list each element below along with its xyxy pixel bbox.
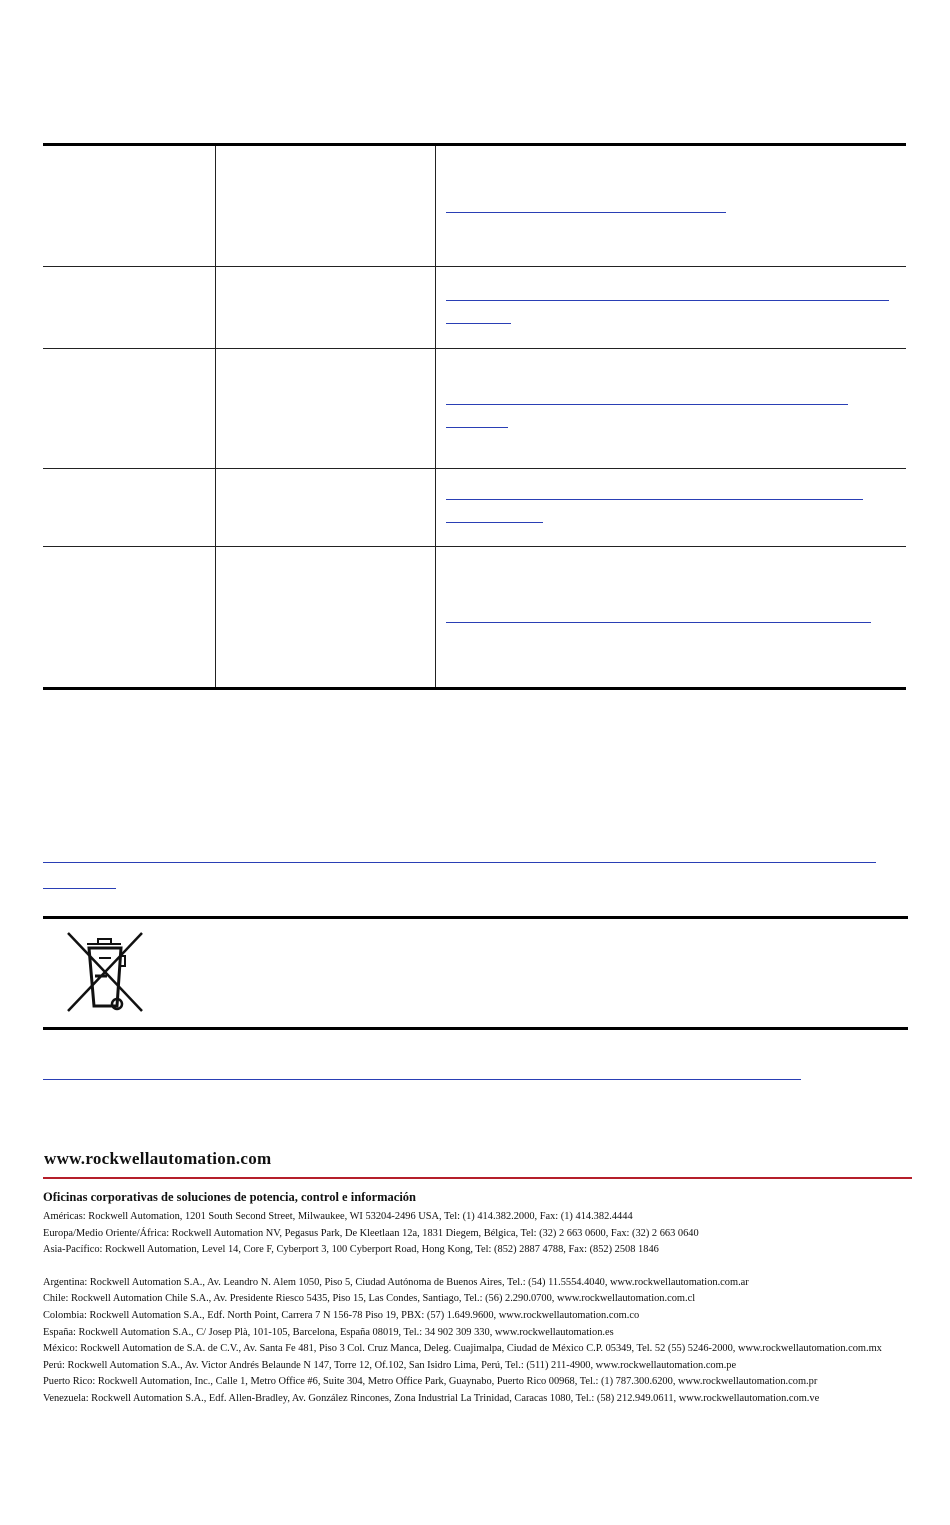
support-table	[43, 143, 906, 690]
brand-divider	[43, 1177, 912, 1179]
table-row	[43, 469, 906, 547]
table-link[interactable]	[446, 212, 726, 213]
table-row	[43, 267, 906, 349]
document-link[interactable]	[43, 862, 876, 863]
table-row	[43, 146, 906, 267]
office-line: Europa/Medio Oriente/África: Rockwell Automation NV, Pegasus Park, De Kleetlaan 12a, 1831 Diegem, Bélgica, Tel: (32) 2 663 0600, Fax: (32) 2 663 0640	[43, 1227, 699, 1239]
office-line: Colombia: Rockwell Automation S.A., Edf. North Point, Carrera 7 N 156-78 Piso 19, PBX: (57) 1.649.9600, www.rockwellautomation.com.co	[43, 1309, 640, 1321]
office-line: España: Rockwell Automation S.A., C/ Josep Plà, 101-105, Barcelona, España 08019, Tel.: 34 902 309 330, www.rockwellautomation.es	[43, 1326, 614, 1338]
table-link[interactable]	[446, 427, 508, 428]
offices-heading: Oficinas corporativas de soluciones de potencia, control e información	[43, 1190, 417, 1204]
office-line: Puerto Rico: Rockwell Automation, Inc., Calle 1, Metro Office #6, Suite 304, Metro Office Park, Guaynabo, Puerto Rico 00968, Tel.: (1) 787.300.6200, www.rockwellautomation.com.pr	[43, 1376, 818, 1388]
office-line: Perú: Rockwell Automation S.A., Av. Victor Andrés Belaunde N 147, Torre 12, Of.102, San Isidro Lima, Perú, Tel.: (511) 211-4900, www.rockwellautomation.com.pe	[43, 1359, 737, 1371]
document-link[interactable]	[43, 1079, 801, 1080]
office-line: Chile: Rockwell Automation Chile S.A., Av. Presidente Riesco 5435, Piso 15, Las Condes, Santiago, Tel.: (56) 2.290.0700, www.rockwellautomation.com.cl	[43, 1293, 696, 1305]
office-line: México: Rockwell Automation de S.A. de C.V., Av. Santa Fe 481, Piso 3 Col. Cruz Manca, Deleg. Cuajimalpa, Ciudad de México C.P. 05349, Tel. 52 (55) 5246-2000, www.rockwellautomation.com.mx	[43, 1343, 882, 1355]
office-line: Asia-Pacífico: Rockwell Automation, Level 14, Core F, Cyberport 3, 100 Cyberport Road, Hong Kong, Tel: (852) 2887 4788, Fax: (852) 2508 1846	[43, 1244, 659, 1256]
table-link[interactable]	[446, 323, 511, 324]
table-row	[43, 349, 906, 469]
table-link[interactable]	[446, 404, 848, 405]
crossed-out-wheelie-bin-icon	[65, 930, 145, 1014]
office-line: Américas: Rockwell Automation, 1201 South Second Street, Milwaukee, WI 53204-2496 USA, Tel: (1) 414.382.2000, Fax: (1) 414.382.4444	[43, 1211, 633, 1222]
table-link[interactable]	[446, 622, 871, 623]
website-url[interactable]: www.rockwellautomation.com	[44, 1149, 272, 1168]
office-line: Venezuela: Rockwell Automation S.A., Edf. Allen-Bradley, Av. González Rincones, Zona Industrial La Trinidad, Caracas 1080, Tel.: (58) 212.949.0611, www.rockwellautomation.com.ve	[43, 1392, 820, 1404]
office-line: Argentina: Rockwell Automation S.A., Av. Leandro N. Alem 1050, Piso 5, Ciudad Autónoma de Buenos Aires, Tel.: (54) 11.5554.4040, www.rockwellautomation.com.ar	[43, 1276, 749, 1288]
table-link[interactable]	[446, 499, 863, 500]
table-link[interactable]	[446, 522, 543, 523]
recycling-notice	[43, 916, 908, 1030]
corporate-offices	[43, 1189, 923, 1408]
table-row	[43, 547, 906, 687]
table-link[interactable]	[446, 300, 889, 301]
document-link[interactable]	[43, 888, 116, 889]
